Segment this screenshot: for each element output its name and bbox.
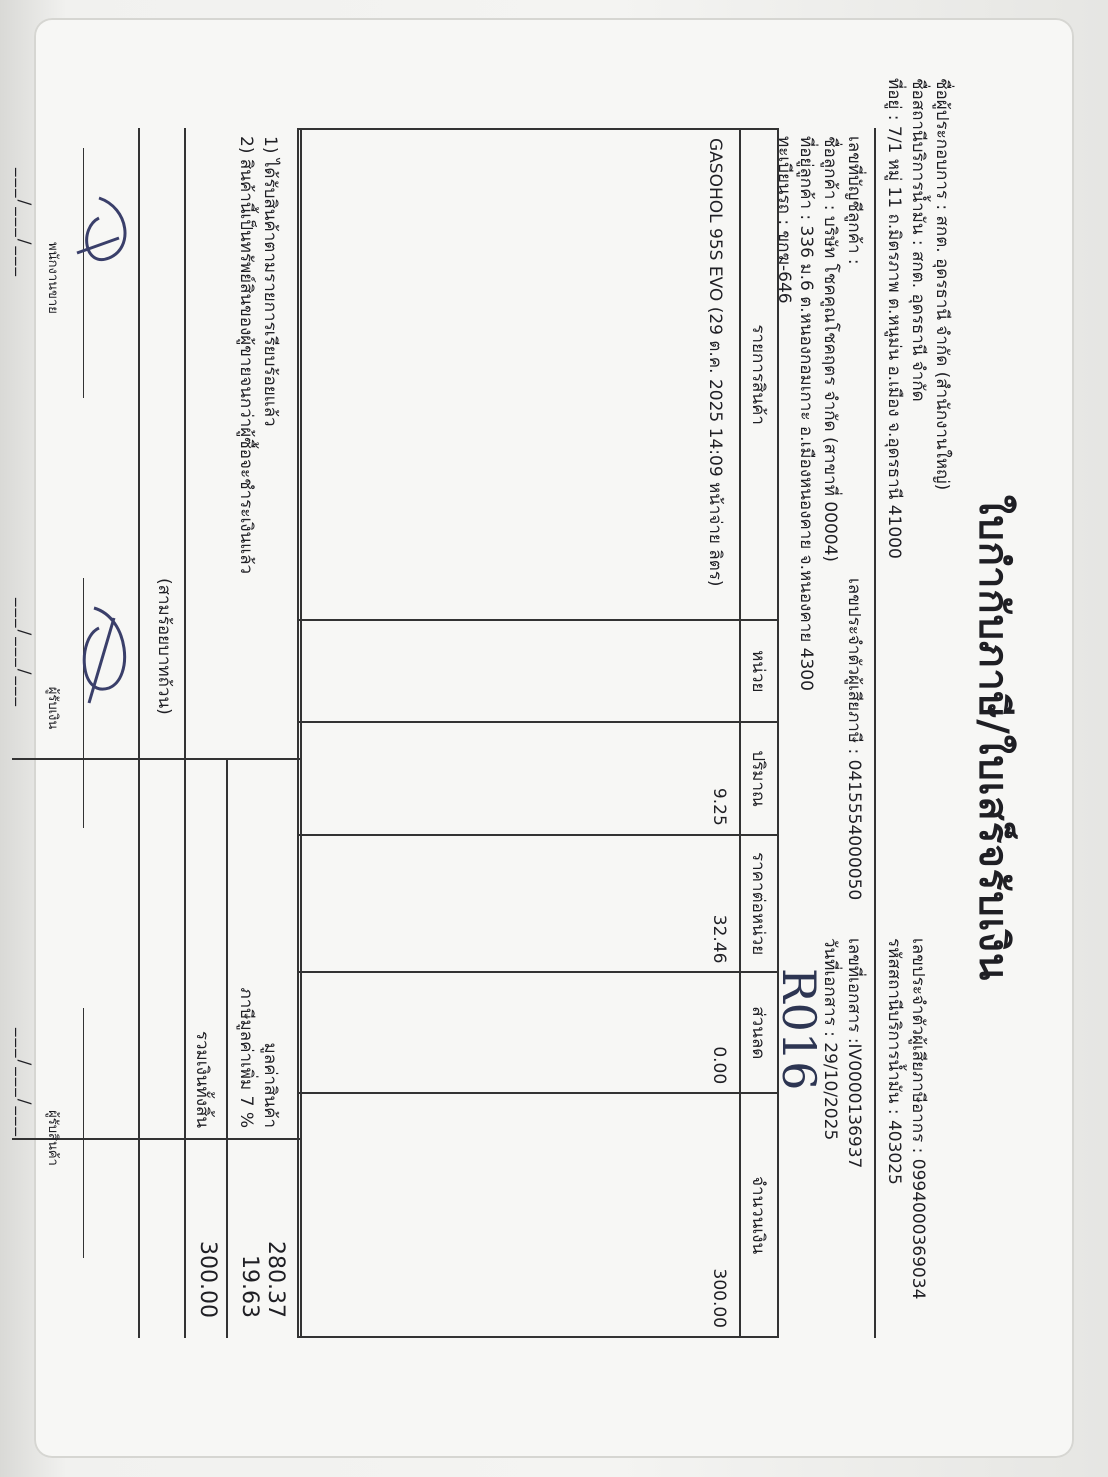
item-table — [297, 128, 779, 1338]
handwritten-signature-2 — [69, 578, 139, 738]
station-code: รหัสสถานีบริการน้ำมัน : 403025 — [884, 938, 904, 1185]
label-salesperson: พนักงานขาย — [45, 242, 60, 314]
header-unit-price: ราคาต่อหน่วย — [740, 835, 778, 973]
signature-line-salesperson: ___/___/___ — [14, 168, 34, 278]
row-unit-price: 32.46 — [298, 835, 740, 973]
total-value: 300.00 — [195, 1241, 220, 1318]
header-unit: หน่วย — [740, 620, 778, 722]
label-cashier: ผู้รับเงิน — [45, 686, 60, 730]
customer-account: เลขที่บัญชีลูกค้า : — [844, 136, 864, 265]
note-received: 1) ได้รับสินค้าตามรายการเรียบร้อยแล้ว — [260, 136, 280, 427]
vat-value: 19.63 — [237, 1255, 262, 1318]
signature-line-receiver: ___/___/___ — [14, 1028, 34, 1138]
header-amount: จำนวนเงิน — [740, 1093, 778, 1337]
document-number: เลขที่เอกสาร :IV0000136937 — [844, 938, 864, 1169]
handwritten-signature-1 — [69, 178, 139, 318]
station-name: ชื่อสถานีบริการน้ำมัน : สกต. อุดรธานี จำกัด — [908, 78, 928, 402]
signature-line-cashier: ___/___/___ — [14, 598, 34, 708]
table-header-row — [740, 129, 778, 1337]
document-date: วันที่เอกสาร : 29/10/2025 — [820, 938, 840, 1141]
vat-label: ภาษีมูลค่าเพิ่ม 7 % — [236, 987, 256, 1128]
total-label: รวมเงินทั้งสิ้น — [192, 1030, 212, 1128]
tax-invoice-receipt — [14, 18, 1074, 1458]
operator-name: ชื่อผู้ประกอบการ : สกต. อุดรธานี จำกัด (สำนักงานใหญ่) — [932, 78, 952, 491]
operator-address: ที่อยู่ : 7/1 หมู่ 11 ถ.มิตรภาพ ต.หนูม่น อ.เมือง จ.อุดรธานี 41000 — [884, 78, 904, 559]
row-description: GASOHOL 95S EVO (29 ต.ค. 2025 14:09 หน้าจ่าย ลิตร) — [298, 129, 740, 620]
header-description: รายการสินค้า — [740, 129, 778, 620]
note-ownership: 2) สินค้านี้เป็นทรัพย์สินของผู้ขายจนกว่าผู้ซื้อจะชำระเงินแล้ว — [236, 136, 256, 575]
table-row — [298, 129, 740, 1337]
customer-tax-id: เลขประจำตัวผู้เสียภาษี : 0415554000050 — [844, 578, 864, 901]
subtotal-value: 280.37 — [263, 1241, 288, 1318]
row-amount: 300.00 — [298, 1093, 740, 1337]
label-receiver: ผู้รับสินค้า — [45, 1110, 60, 1166]
customer-name: ชื่อลูกค้า : บริษัท โชคคูณโชคฤตร จำกัด (สาขาที่ 00004) — [820, 136, 840, 563]
document-title: ใบกำกับภาษี/ใบเสร็จรับเงิน — [970, 494, 1016, 982]
row-quantity: 9.25 — [298, 722, 740, 834]
vehicle-plate: ทะเบียนรถ : ขกฆ-646 — [774, 136, 794, 304]
customer-address: ที่อยู่ลูกค้า : 336 ม.6 ต.หนองกอมเกาะ อ.เมืองหนองคาย จ.หนองคาย 4300 — [796, 136, 816, 691]
header-discount: ส่วนลด — [740, 972, 778, 1093]
header-quantity: ปริมาณ — [740, 722, 778, 834]
row-unit — [298, 620, 740, 722]
row-discount: 0.00 — [298, 972, 740, 1093]
operator-tax-id: เลขประจำตัวผู้เสียภาษีอากร : 0994000369034 — [908, 938, 928, 1300]
subtotal-label: มูลค่าสินค้า — [260, 1042, 280, 1128]
amount-in-words: (สามร้อยบาทถ้วน) — [154, 578, 174, 715]
handwritten-code: R016 — [772, 968, 826, 1091]
